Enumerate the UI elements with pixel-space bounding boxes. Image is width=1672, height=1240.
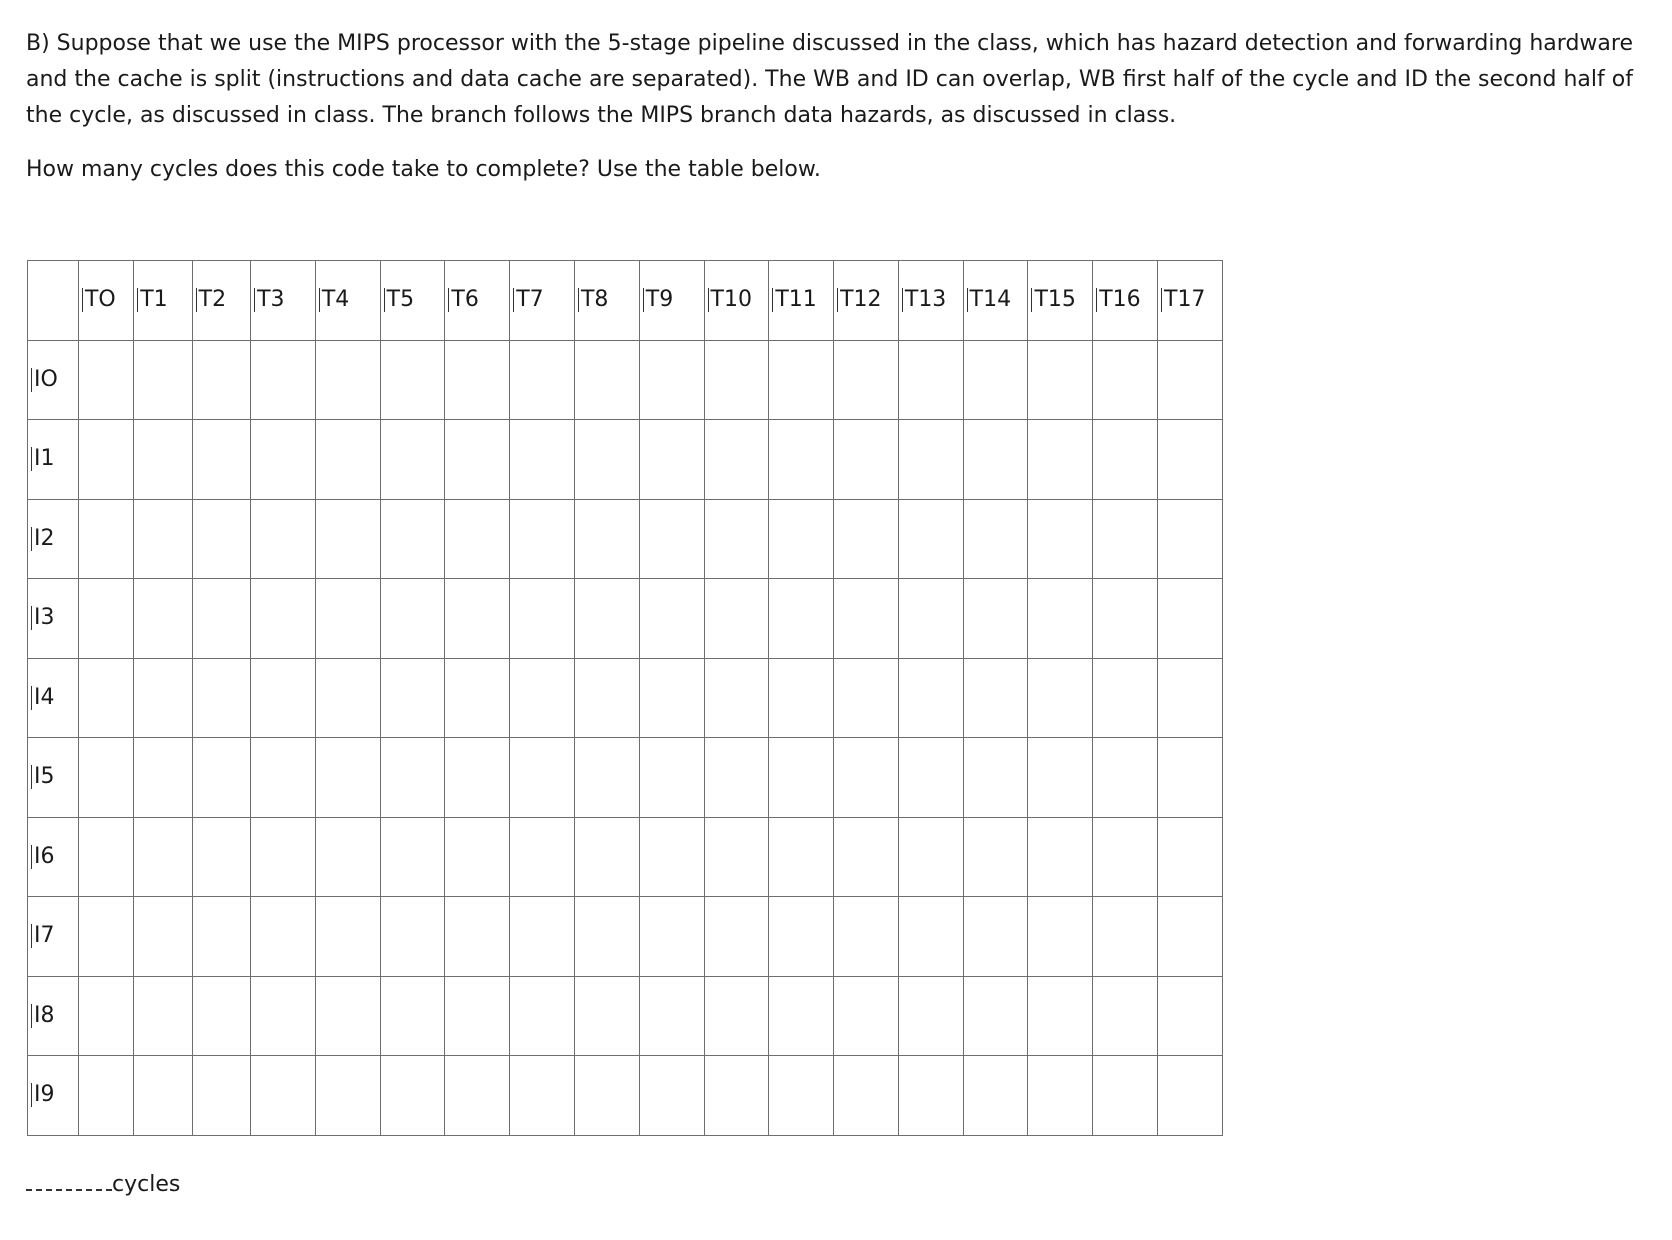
column-header-label: T11 [772,288,833,312]
table-cell[interactable] [898,817,963,897]
table-cell[interactable] [192,340,250,420]
table-cell[interactable] [574,658,639,738]
table-cell[interactable] [1028,817,1093,897]
table-cell[interactable] [134,420,192,500]
table-cell[interactable] [1028,1056,1093,1136]
table-cell[interactable] [78,1056,133,1136]
table-cell[interactable] [834,420,899,500]
column-header-label: T13 [902,288,963,312]
table-cell[interactable] [834,579,899,659]
corner-cell [28,261,79,341]
table-cell[interactable] [769,738,834,818]
table-cell[interactable] [834,817,899,897]
table-cell[interactable] [704,579,769,659]
row-header [28,579,79,659]
table-cell[interactable] [78,499,133,579]
table-cell[interactable] [963,499,1028,579]
column-header-label: T16 [1096,288,1157,312]
row-header-label: I3 [31,606,78,630]
column-header [78,261,133,341]
table-row [28,817,1223,897]
table-cell[interactable] [380,976,445,1056]
table-cell[interactable] [963,817,1028,897]
column-header-label: T8 [578,288,639,312]
table-cell[interactable] [445,817,510,897]
question-prompt: How many cycles does this code take to complete? Use the table below. [26,157,821,182]
table-cell[interactable] [78,340,133,420]
table-cell[interactable] [510,897,575,977]
table-cell[interactable] [192,499,250,579]
table-cell[interactable] [315,738,380,818]
column-header-label: T1 [137,288,191,312]
table-cell[interactable] [251,817,316,897]
table-cell[interactable] [251,579,316,659]
table-cell[interactable] [639,1056,704,1136]
column-header [1028,261,1093,341]
table-cell[interactable] [1093,579,1158,659]
row-header [28,897,79,977]
table-cell[interactable] [251,897,316,977]
column-header-label: T15 [1031,288,1092,312]
table-cell[interactable] [251,738,316,818]
table-cell[interactable] [704,817,769,897]
table-cell[interactable] [769,340,834,420]
table-cell[interactable] [769,817,834,897]
table-cell[interactable] [251,1056,316,1136]
table-cell[interactable] [639,658,704,738]
table-cell[interactable] [639,499,704,579]
table-cell[interactable] [134,976,192,1056]
table-cell[interactable] [639,897,704,977]
table-row [28,1056,1223,1136]
table-cell[interactable] [380,658,445,738]
column-header [574,261,639,341]
table-cell[interactable] [704,658,769,738]
table-cell[interactable] [134,1056,192,1136]
table-cell[interactable] [1028,579,1093,659]
table-cell[interactable] [134,897,192,977]
table-cell[interactable] [898,658,963,738]
table-cell[interactable] [78,738,133,818]
table-row [28,420,1223,500]
table-cell[interactable] [704,420,769,500]
table-cell[interactable] [380,420,445,500]
row-header [28,420,79,500]
column-header [192,261,250,341]
column-header [898,261,963,341]
table-cell[interactable] [380,1056,445,1136]
row-header-label: I6 [31,845,78,869]
column-header [769,261,834,341]
table-cell[interactable] [192,579,250,659]
table-row [28,499,1223,579]
table-cell[interactable] [834,897,899,977]
table-cell[interactable] [251,340,316,420]
table-cell[interactable] [510,976,575,1056]
table-cell[interactable] [704,1056,769,1136]
table-cell[interactable] [574,976,639,1056]
table-cell[interactable] [963,340,1028,420]
table-cell[interactable] [510,817,575,897]
row-header [28,738,79,818]
table-cell[interactable] [1093,817,1158,897]
table-cell[interactable] [898,499,963,579]
table-cell[interactable] [380,340,445,420]
table-cell[interactable] [510,579,575,659]
row-header [28,976,79,1056]
table-cell[interactable] [315,499,380,579]
table-cell[interactable] [1093,1056,1158,1136]
table-cell[interactable] [315,897,380,977]
table-cell[interactable] [192,1056,250,1136]
column-header-label: T12 [837,288,898,312]
table-cell[interactable] [898,1056,963,1136]
table-cell[interactable] [1158,976,1223,1056]
table-cell[interactable] [963,1056,1028,1136]
column-header-label: TO [82,288,133,312]
column-header-label: T14 [967,288,1028,312]
column-header [1158,261,1223,341]
table-cell[interactable] [704,340,769,420]
table-row [28,579,1223,659]
table-cell[interactable] [380,897,445,977]
answer-suffix: cycles [112,1172,181,1197]
table-cell[interactable] [834,658,899,738]
column-header-label: T2 [196,288,250,312]
table-cell[interactable] [574,499,639,579]
table-cell[interactable] [1028,658,1093,738]
table-cell[interactable] [1158,897,1223,977]
row-header-label: I1 [31,447,78,471]
table-cell[interactable] [1158,1056,1223,1136]
table-cell[interactable] [380,579,445,659]
table-cell[interactable] [315,658,380,738]
table-cell[interactable] [1158,420,1223,500]
table-cell[interactable] [510,499,575,579]
table-cell[interactable] [134,499,192,579]
table-cell[interactable] [704,976,769,1056]
table-cell[interactable] [445,658,510,738]
table-cell[interactable] [963,738,1028,818]
row-header-label: I5 [31,765,78,789]
table-cell[interactable] [380,499,445,579]
table-cell[interactable] [834,738,899,818]
table-cell[interactable] [315,340,380,420]
row-header-label: I2 [31,527,78,551]
row-header [28,340,79,420]
table-cell[interactable] [315,976,380,1056]
table-cell[interactable] [574,340,639,420]
table-cell[interactable] [78,658,133,738]
table-cell[interactable] [574,579,639,659]
row-header [28,1056,79,1136]
column-header-label: T10 [708,288,769,312]
table-cell[interactable] [380,738,445,818]
table-cell[interactable] [445,1056,510,1136]
table-cell[interactable] [134,579,192,659]
table-cell[interactable] [898,976,963,1056]
row-header [28,817,79,897]
table-cell[interactable] [1028,499,1093,579]
table-cell[interactable] [769,579,834,659]
table-cell[interactable] [769,976,834,1056]
row-header-label: I9 [31,1083,78,1107]
table-row [28,897,1223,977]
table-cell[interactable] [1028,340,1093,420]
table-cell[interactable] [192,976,250,1056]
column-header [510,261,575,341]
table-cell[interactable] [315,1056,380,1136]
table-cell[interactable] [769,658,834,738]
table-cell[interactable] [639,817,704,897]
column-header-label: T17 [1161,288,1222,312]
table-cell[interactable] [574,897,639,977]
table-cell[interactable] [963,976,1028,1056]
table-cell[interactable] [574,420,639,500]
row-header-label: IO [31,368,78,392]
table-cell[interactable] [1093,658,1158,738]
table-cell[interactable] [1093,738,1158,818]
table-cell[interactable] [1028,420,1093,500]
table-cell[interactable] [1093,976,1158,1056]
table-cell[interactable] [78,817,133,897]
table-cell[interactable] [769,897,834,977]
table-cell[interactable] [898,340,963,420]
table-cell[interactable] [769,499,834,579]
column-header-label: T9 [643,288,704,312]
table-cell[interactable] [134,817,192,897]
question-text: B) Suppose that we use the MIPS processor with the 5-stage pipeline discussed in the class, which has hazard detection and forwarding hardware and the cache is split (instructions and data cache are separated). The WB and ID can overlap, WB first half of the cycle and ID the second half of the cycle, as discussed in class. The branch follows the MIPS branch data hazards, as discussed in class. [26,31,1633,128]
column-header [251,261,316,341]
table-row [28,976,1223,1056]
table-cell[interactable] [639,738,704,818]
table-cell[interactable] [78,976,133,1056]
column-header [834,261,899,341]
table-cell[interactable] [251,658,316,738]
table-cell[interactable] [192,817,250,897]
table-cell[interactable] [898,420,963,500]
table-cell[interactable] [192,897,250,977]
table-cell[interactable] [134,340,192,420]
column-header-label: T4 [319,288,380,312]
table-cell[interactable] [574,738,639,818]
table-row [28,658,1223,738]
table-cell[interactable] [704,897,769,977]
table-cell[interactable] [1158,579,1223,659]
table-cell[interactable] [510,340,575,420]
table-cell[interactable] [445,499,510,579]
table-cell[interactable] [445,579,510,659]
column-header [1093,261,1158,341]
pipeline-table [27,260,1223,1136]
table-cell[interactable] [1028,976,1093,1056]
row-header-label: I7 [31,924,78,948]
table-cell[interactable] [315,420,380,500]
table-row [28,340,1223,420]
row-header-label: I8 [31,1004,78,1028]
table-cell[interactable] [510,738,575,818]
table-cell[interactable] [639,340,704,420]
column-header [134,261,192,341]
table-cell[interactable] [1093,499,1158,579]
table-cell[interactable] [251,976,316,1056]
table-cell[interactable] [510,420,575,500]
table-cell[interactable] [315,579,380,659]
answer-line [26,1170,180,1200]
table-cell[interactable] [445,340,510,420]
column-header [963,261,1028,341]
table-cell[interactable] [704,738,769,818]
table-cell[interactable] [898,897,963,977]
table-cell[interactable] [1028,897,1093,977]
table-cell[interactable] [251,499,316,579]
table-cell[interactable] [192,658,250,738]
table-cell[interactable] [639,579,704,659]
table-cell[interactable] [192,420,250,500]
table-cell[interactable] [445,976,510,1056]
answer-blank[interactable] [26,1171,112,1191]
table-cell[interactable] [510,658,575,738]
table-cell[interactable] [445,897,510,977]
table-cell[interactable] [963,579,1028,659]
table-cell[interactable] [963,420,1028,500]
column-header [704,261,769,341]
table-cell[interactable] [445,420,510,500]
column-header-label: T5 [384,288,445,312]
column-header [445,261,510,341]
table-cell[interactable] [315,817,380,897]
table-cell[interactable] [1093,897,1158,977]
table-cell[interactable] [769,1056,834,1136]
row-header-label: I4 [31,686,78,710]
column-header [315,261,380,341]
table-cell[interactable] [834,1056,899,1136]
column-header-label: T3 [254,288,315,312]
table-cell[interactable] [78,420,133,500]
table-cell[interactable] [834,976,899,1056]
column-header-label: T6 [448,288,509,312]
table-cell[interactable] [834,340,899,420]
table-cell[interactable] [134,738,192,818]
table-cell[interactable] [1158,658,1223,738]
table-cell[interactable] [639,976,704,1056]
table-cell[interactable] [898,738,963,818]
table-cell[interactable] [963,897,1028,977]
table-cell[interactable] [1158,738,1223,818]
table-cell[interactable] [380,817,445,897]
table-cell[interactable] [78,579,133,659]
table-cell[interactable] [639,420,704,500]
column-header [380,261,445,341]
table-cell[interactable] [704,499,769,579]
column-header [639,261,704,341]
table-cell[interactable] [251,420,316,500]
table-cell[interactable] [1158,340,1223,420]
table-row [28,738,1223,818]
table-cell[interactable] [1158,499,1223,579]
table-cell[interactable] [574,817,639,897]
table-cell[interactable] [1028,738,1093,818]
table-header-row [28,261,1223,341]
table-cell[interactable] [834,499,899,579]
table-cell[interactable] [1158,817,1223,897]
table-cell[interactable] [769,420,834,500]
table-cell[interactable] [510,1056,575,1136]
table-cell[interactable] [192,738,250,818]
table-cell[interactable] [78,897,133,977]
table-cell[interactable] [963,658,1028,738]
column-header-label: T7 [513,288,574,312]
table-cell[interactable] [1093,340,1158,420]
table-cell[interactable] [574,1056,639,1136]
table-cell[interactable] [898,579,963,659]
row-header [28,499,79,579]
row-header [28,658,79,738]
table-cell[interactable] [445,738,510,818]
table-cell[interactable] [1093,420,1158,500]
table-cell[interactable] [134,658,192,738]
